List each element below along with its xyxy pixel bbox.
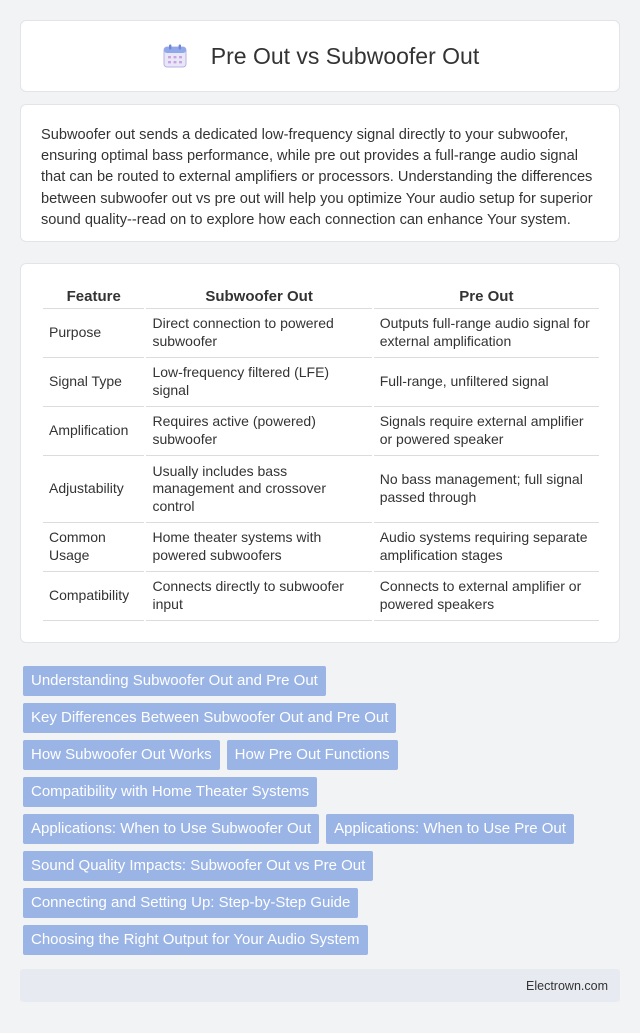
topic-tag-link[interactable]: How Pre Out Functions — [227, 740, 398, 770]
table-cell: Connects directly to subwoofer input — [146, 572, 371, 621]
table-cell: Low-frequency filtered (LFE) signal — [146, 358, 371, 407]
page-title: Pre Out vs Subwoofer Out — [210, 42, 480, 69]
tag-row — [23, 814, 617, 844]
tag-row — [23, 888, 617, 918]
table-cell: Adjustability — [43, 456, 144, 523]
table-cell: Purpose — [43, 309, 144, 358]
table-cell: No bass management; full signal passed through — [374, 456, 599, 523]
table-cell: Signals require external amplifier or powered speaker — [374, 407, 599, 456]
footer-site-name: Electrown.com — [526, 978, 608, 993]
table-header-row — [43, 283, 599, 309]
topic-tag-link[interactable]: Key Differences Between Subwoofer Out and Pre Out — [23, 703, 396, 733]
topic-tag-link[interactable]: Applications: When to Use Subwoofer Out — [23, 814, 319, 844]
tag-row — [23, 703, 617, 733]
table-row — [43, 572, 599, 621]
topic-tag-link[interactable]: Applications: When to Use Pre Out — [326, 814, 574, 844]
comparison-table — [41, 283, 601, 621]
table-row — [43, 407, 599, 456]
table-cell: Outputs full-range audio signal for external amplification — [374, 309, 599, 358]
footer — [20, 969, 620, 1002]
tag-row — [23, 740, 617, 770]
calendar-icon — [161, 42, 189, 70]
tag-row — [23, 851, 617, 881]
column-header-feature: Feature — [43, 283, 144, 309]
table-cell: Audio systems requiring separate amplification stages — [374, 523, 599, 572]
table-cell: Home theater systems with powered subwoofers — [146, 523, 371, 572]
table-cell: Usually includes bass management and crossover control — [146, 456, 371, 523]
tag-row — [23, 666, 617, 696]
topic-tag-link[interactable]: How Subwoofer Out Works — [23, 740, 220, 770]
column-header-pre-out: Pre Out — [374, 283, 599, 309]
table-row — [43, 456, 599, 523]
related-topics — [23, 666, 617, 962]
table-cell: Compatibility — [43, 572, 144, 621]
topic-tag-link[interactable]: Understanding Subwoofer Out and Pre Out — [23, 666, 326, 696]
table-row — [43, 523, 599, 572]
intro-card — [20, 104, 620, 242]
table-cell: Common Usage — [43, 523, 144, 572]
table-cell: Connects to external amplifier or powered speakers — [374, 572, 599, 621]
tag-row — [23, 925, 617, 955]
header-card — [20, 20, 620, 92]
tag-row — [23, 777, 617, 807]
table-cell: Requires active (powered) subwoofer — [146, 407, 371, 456]
topic-tag-link[interactable]: Sound Quality Impacts: Subwoofer Out vs Pre Out — [23, 851, 373, 881]
table-row — [43, 309, 599, 358]
table-cell: Direct connection to powered subwoofer — [146, 309, 371, 358]
table-cell: Amplification — [43, 407, 144, 456]
column-header-subwoofer-out: Subwoofer Out — [146, 283, 371, 309]
comparison-card — [20, 263, 620, 643]
table-cell: Full-range, unfiltered signal — [374, 358, 599, 407]
intro-paragraph: Subwoofer out sends a dedicated low-frequency signal directly to your subwoofer, ensuring optimal bass performance, while pre out provides a full-range audio signal that can be routed to external amplifiers or processors. Understanding the differences between subwoofer out vs pre out will help you optimize Your audio setup for superior sound quality--read on to explore how each connection can enhance Your system. — [41, 127, 593, 228]
topic-tag-link[interactable]: Compatibility with Home Theater Systems — [23, 777, 317, 807]
table-row — [43, 358, 599, 407]
topic-tag-link[interactable]: Choosing the Right Output for Your Audio System — [23, 925, 368, 955]
table-cell: Signal Type — [43, 358, 144, 407]
topic-tag-link[interactable]: Connecting and Setting Up: Step-by-Step Guide — [23, 888, 358, 918]
